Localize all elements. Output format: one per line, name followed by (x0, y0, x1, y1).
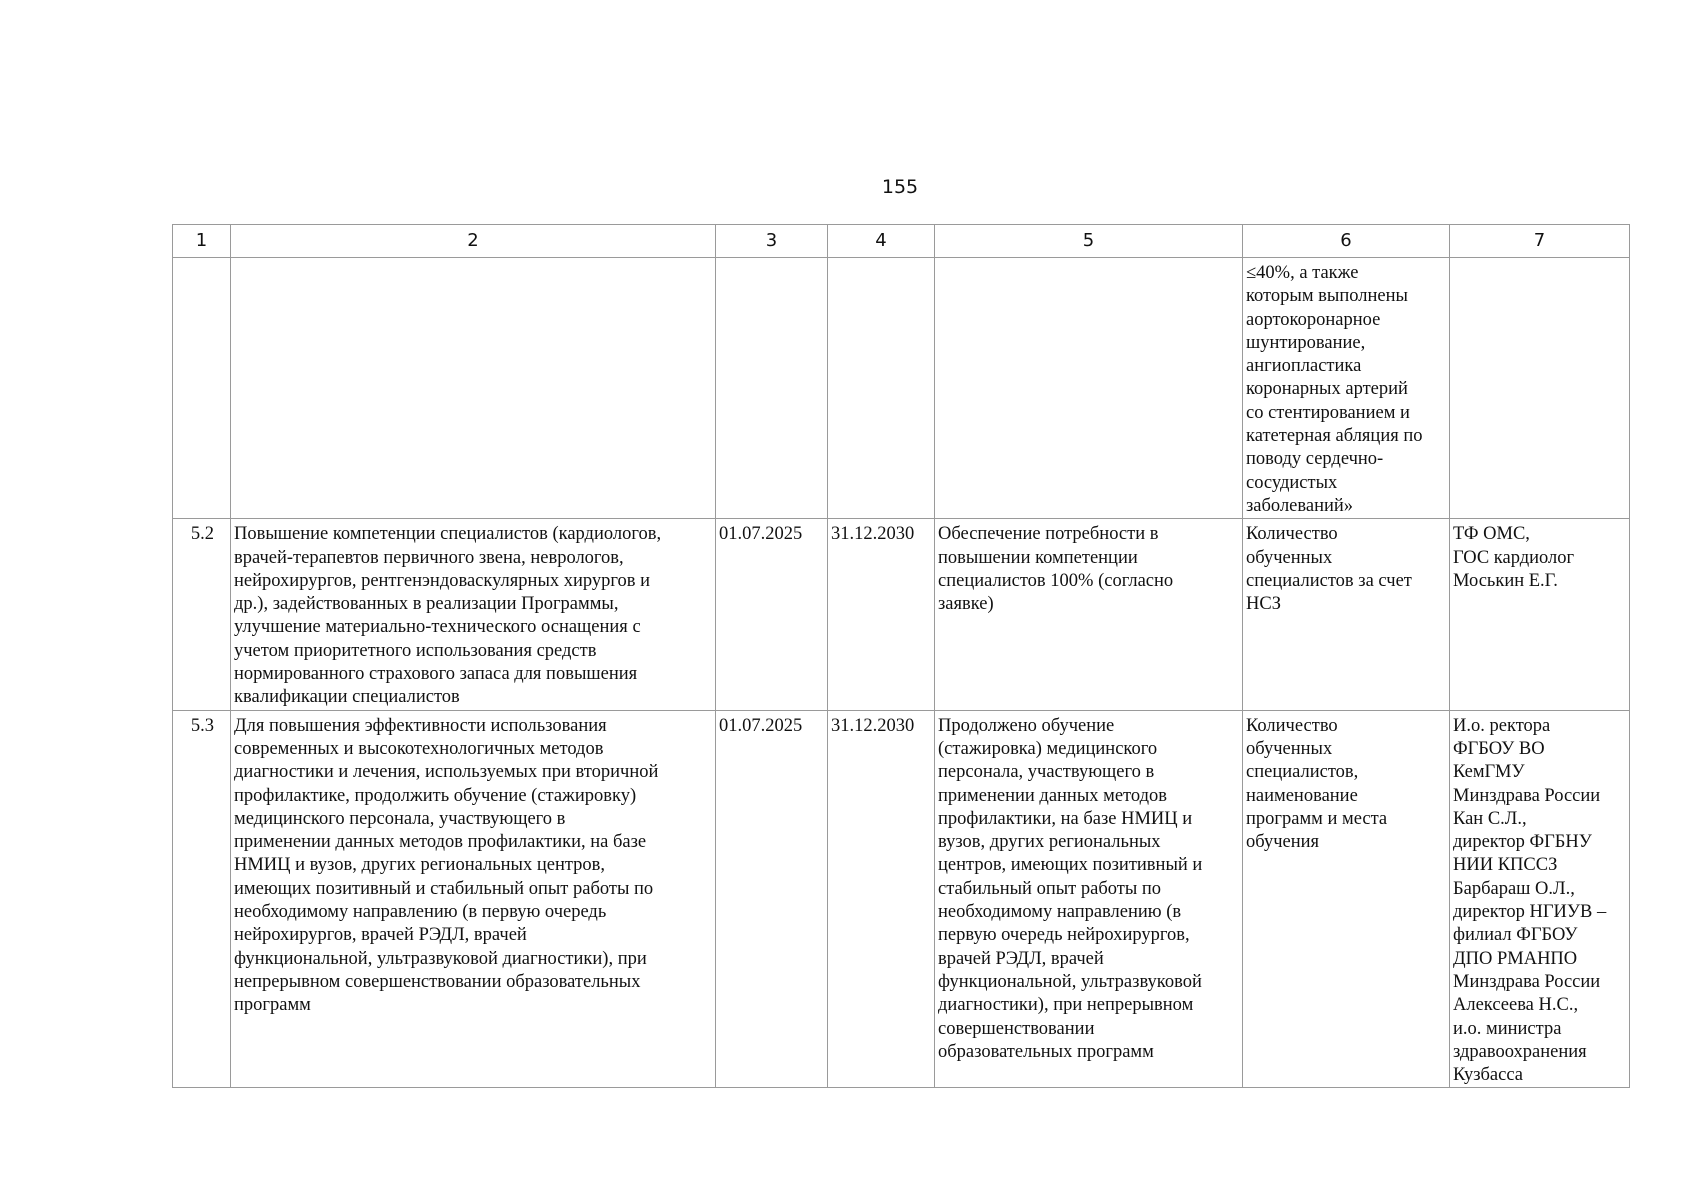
activity-cell: Для повышения эффективности использования современных и высокотехнологичных методов диагностики и лечения, используемых при вторичной профилактике, продолжить обучение (стажировку) медицинского персонала, участвующего в применении данных методов профилактики, на базе НМИЦ и вузов, других региональных центров, имеющих позитивный и стабильный опыт работы по необходимому направлению (в первую очередь нейрохирургов, врачей РЭДЛ, врачей функциональной, ультразвуковой диагностики), при непрерывном совершенствовании образовательных программ (231, 710, 716, 1088)
measures-table (172, 224, 1630, 1088)
header-row (173, 225, 1630, 258)
column-header-7: 7 (1450, 225, 1630, 258)
column-header-1: 1 (173, 225, 231, 258)
row-number-cell: 5.3 (173, 710, 231, 1088)
result-cell (935, 258, 1243, 519)
indicator-cell: Количество обученных специалистов, наименование программ и места обучения (1243, 710, 1450, 1088)
column-header-2: 2 (231, 225, 716, 258)
column-header-6: 6 (1243, 225, 1450, 258)
start-date-cell (716, 258, 828, 519)
table-row (173, 710, 1630, 1088)
result-cell: Продолжено обучение (стажировка) медицинского персонала, участвующего в применении данных методов профилактики, на базе НМИЦ и вузов, других региональных центров, имеющих позитивный и стабильный опыт работы по необходимому направлению (в первую очередь нейрохирургов, врачей РЭДЛ, врачей функциональной, ультразвуковой диагностики), при непрерывном совершенствовании образовательных программ (935, 710, 1243, 1088)
row-number-cell: 5.2 (173, 519, 231, 710)
table-row (173, 519, 1630, 710)
row-number-cell (173, 258, 231, 519)
indicator-cell: ≤40%, а также которым выполнены аортокоронарное шунтирование, ангиопластика коронарных артерий со стентированием и катетерная абляция по поводу сердечно- сосудистых заболеваний» (1243, 258, 1450, 519)
indicator-cell: Количество обученных специалистов за счет НСЗ (1243, 519, 1450, 710)
column-header-3: 3 (716, 225, 828, 258)
end-date-cell (828, 258, 935, 519)
activity-cell: Повышение компетенции специалистов (кардиологов, врачей-терапевтов первичного звена, неврологов, нейрохирургов, рентгенэндоваскулярных хирургов и др.), задействованных в реализации Программы, улучшение материально-технического оснащения с учетом приоритетного использования средств нормированного страхового запаса для повышения квалификации специалистов (231, 519, 716, 710)
column-header-4: 4 (828, 225, 935, 258)
column-header-5: 5 (935, 225, 1243, 258)
responsible-cell: И.о. ректора ФГБОУ ВО КемГМУ Минздрава России Кан С.Л., директор ФГБНУ НИИ КПССЗ Барбараш О.Л., директор НГИУВ – филиал ФГБОУ ДПО РМАНПО Минздрава России Алексеева Н.С., и.о. министра здравоохранения Кузбасса (1450, 710, 1630, 1088)
start-date-cell: 01.07.2025 (716, 710, 828, 1088)
result-cell: Обеспечение потребности в повышении компетенции специалистов 100% (согласно заявке) (935, 519, 1243, 710)
responsible-cell: ТФ ОМС, ГОС кардиолог Моськин Е.Г. (1450, 519, 1630, 710)
start-date-cell: 01.07.2025 (716, 519, 828, 710)
page-number: 155 (881, 176, 919, 198)
end-date-cell: 31.12.2030 (828, 710, 935, 1088)
end-date-cell: 31.12.2030 (828, 519, 935, 710)
responsible-cell (1450, 258, 1630, 519)
table-row (173, 258, 1630, 519)
activity-cell (231, 258, 716, 519)
